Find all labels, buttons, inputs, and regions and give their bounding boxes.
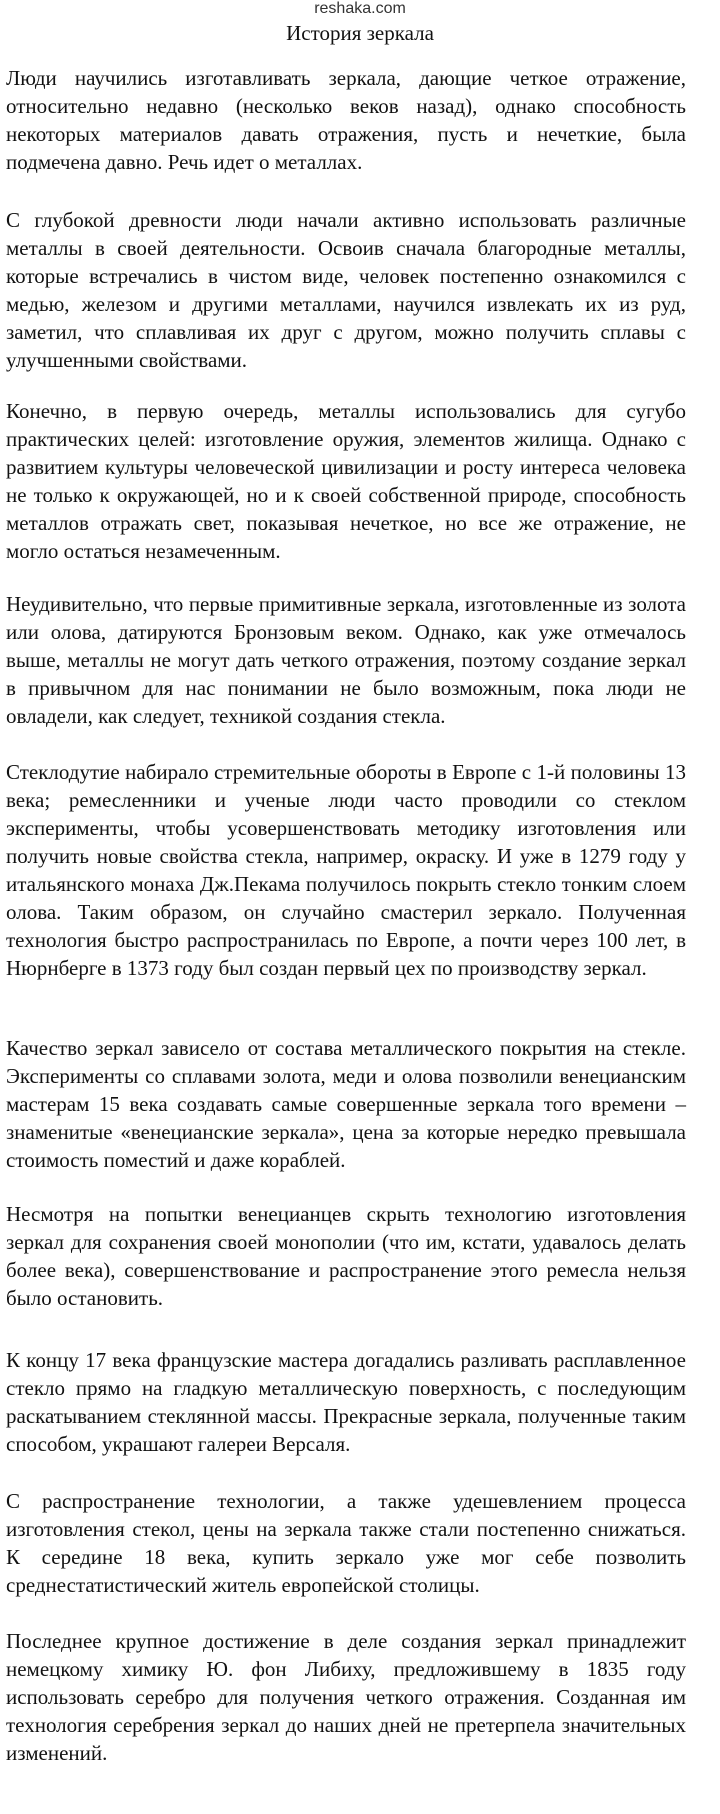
watermark-text: reshaka.com xyxy=(314,0,406,17)
paragraph-2: С глубокой древности люди начали активно использовать различные металлы в своей деятельности. Освоив сначала благородные металлы, которые встречались в чистом виде, человек постепенно ознакомился с медью, железом и другими металлами, научился извлекать их из руд, заметил, что сплавливая их друг с другом, можно получить сплавы с улучшенными свойствами. xyxy=(6,208,686,372)
paragraph-7: Несмотря на попытки венецианцев скрыть технологию изготовления зеркал для сохранения своей монополии (что им, кстати, удавалось делать более века), совершенствование и распространение этого ремесла нельзя было остановить. xyxy=(6,1202,686,1310)
paragraph-10: Последнее крупное достижение в деле создания зеркал принадлежит немецкому химику Ю. фон Либиху, предложившему в 1835 году использовать серебро для получения четкого отражения. Созданная им технология серебрения зеркал до наших дней не претерпела значительных изменений. xyxy=(6,1629,686,1765)
paragraph-1: Люди научились изготавливать зеркала, дающие четкое отражение, относительно недавно (несколько веков назад), однако способность некоторых материалов давать отражения, пусть и нечеткие, была подмечена давно. Речь идет о металлах. xyxy=(6,66,686,174)
paragraph-6: Качество зеркал зависело от состава металлического покрытия на стекле. Эксперименты со сплавами золота, меди и олова позволили венецианским мастерам 15 века создавать самые совершенные зеркала того времени – знаменитые «венецианские зеркала», цена за которые нередко превышала стоимость поместий и даже кораблей. xyxy=(6,1036,686,1172)
page-title: История зеркала xyxy=(286,21,434,45)
paragraph-9: С распространение технологии, а также удешевлением процесса изготовления стекол, цены на зеркала также стали постепенно снижаться. К середине 18 века, купить зеркало уже мог себе позволить среднестатистический житель европейской столицы. xyxy=(6,1489,686,1597)
paragraph-5: Стеклодутие набирало стремительные обороты в Европе с 1-й половины 13 века; ремесленники и ученые люди часто проводили со стеклом эксперименты, чтобы усовершенствовать методику изготовления или получить новые свойства стекла, например, окраску. И уже в 1279 году у итальянского монаха Дж.Пекама получилось покрыть стекло тонким слоем олова. Таким образом, он случайно смастерил зеркало. Полученная технология быстро распространилась по Европе, а почти через 100 лет, в Нюрнберге в 1373 году был создан первый цех по производству зеркал. xyxy=(6,760,686,980)
paragraph-3: Конечно, в первую очередь, металлы использовались для сугубо практических целей: изготовление оружия, элементов жилища. Однако с развитием культуры человеческой цивилизации и росту интереса человека не только к окружающей, но и к своей собственной природе, способность металлов отражать свет, показывая нечеткое, но все же отражение, не могло остаться незамеченным. xyxy=(6,399,686,563)
paragraph-4: Неудивительно, что первые примитивные зеркала, изготовленные из золота или олова, датируются Бронзовым веком. Однако, как уже отмечалось выше, металлы не могут дать четкого отражения, поэтому создание зеркал в привычном для нас понимании не было возможным, пока люди не овладели, как следует, техникой создания стекла. xyxy=(6,592,686,728)
paragraph-8: К концу 17 века французские мастера догадались разливать расплавленное стекло прямо на гладкую металлическую поверхность, с последующим раскатыванием стеклянной массы. Прекрасные зеркала, полученные таким способом, украшают галереи Версаля. xyxy=(6,1348,686,1456)
